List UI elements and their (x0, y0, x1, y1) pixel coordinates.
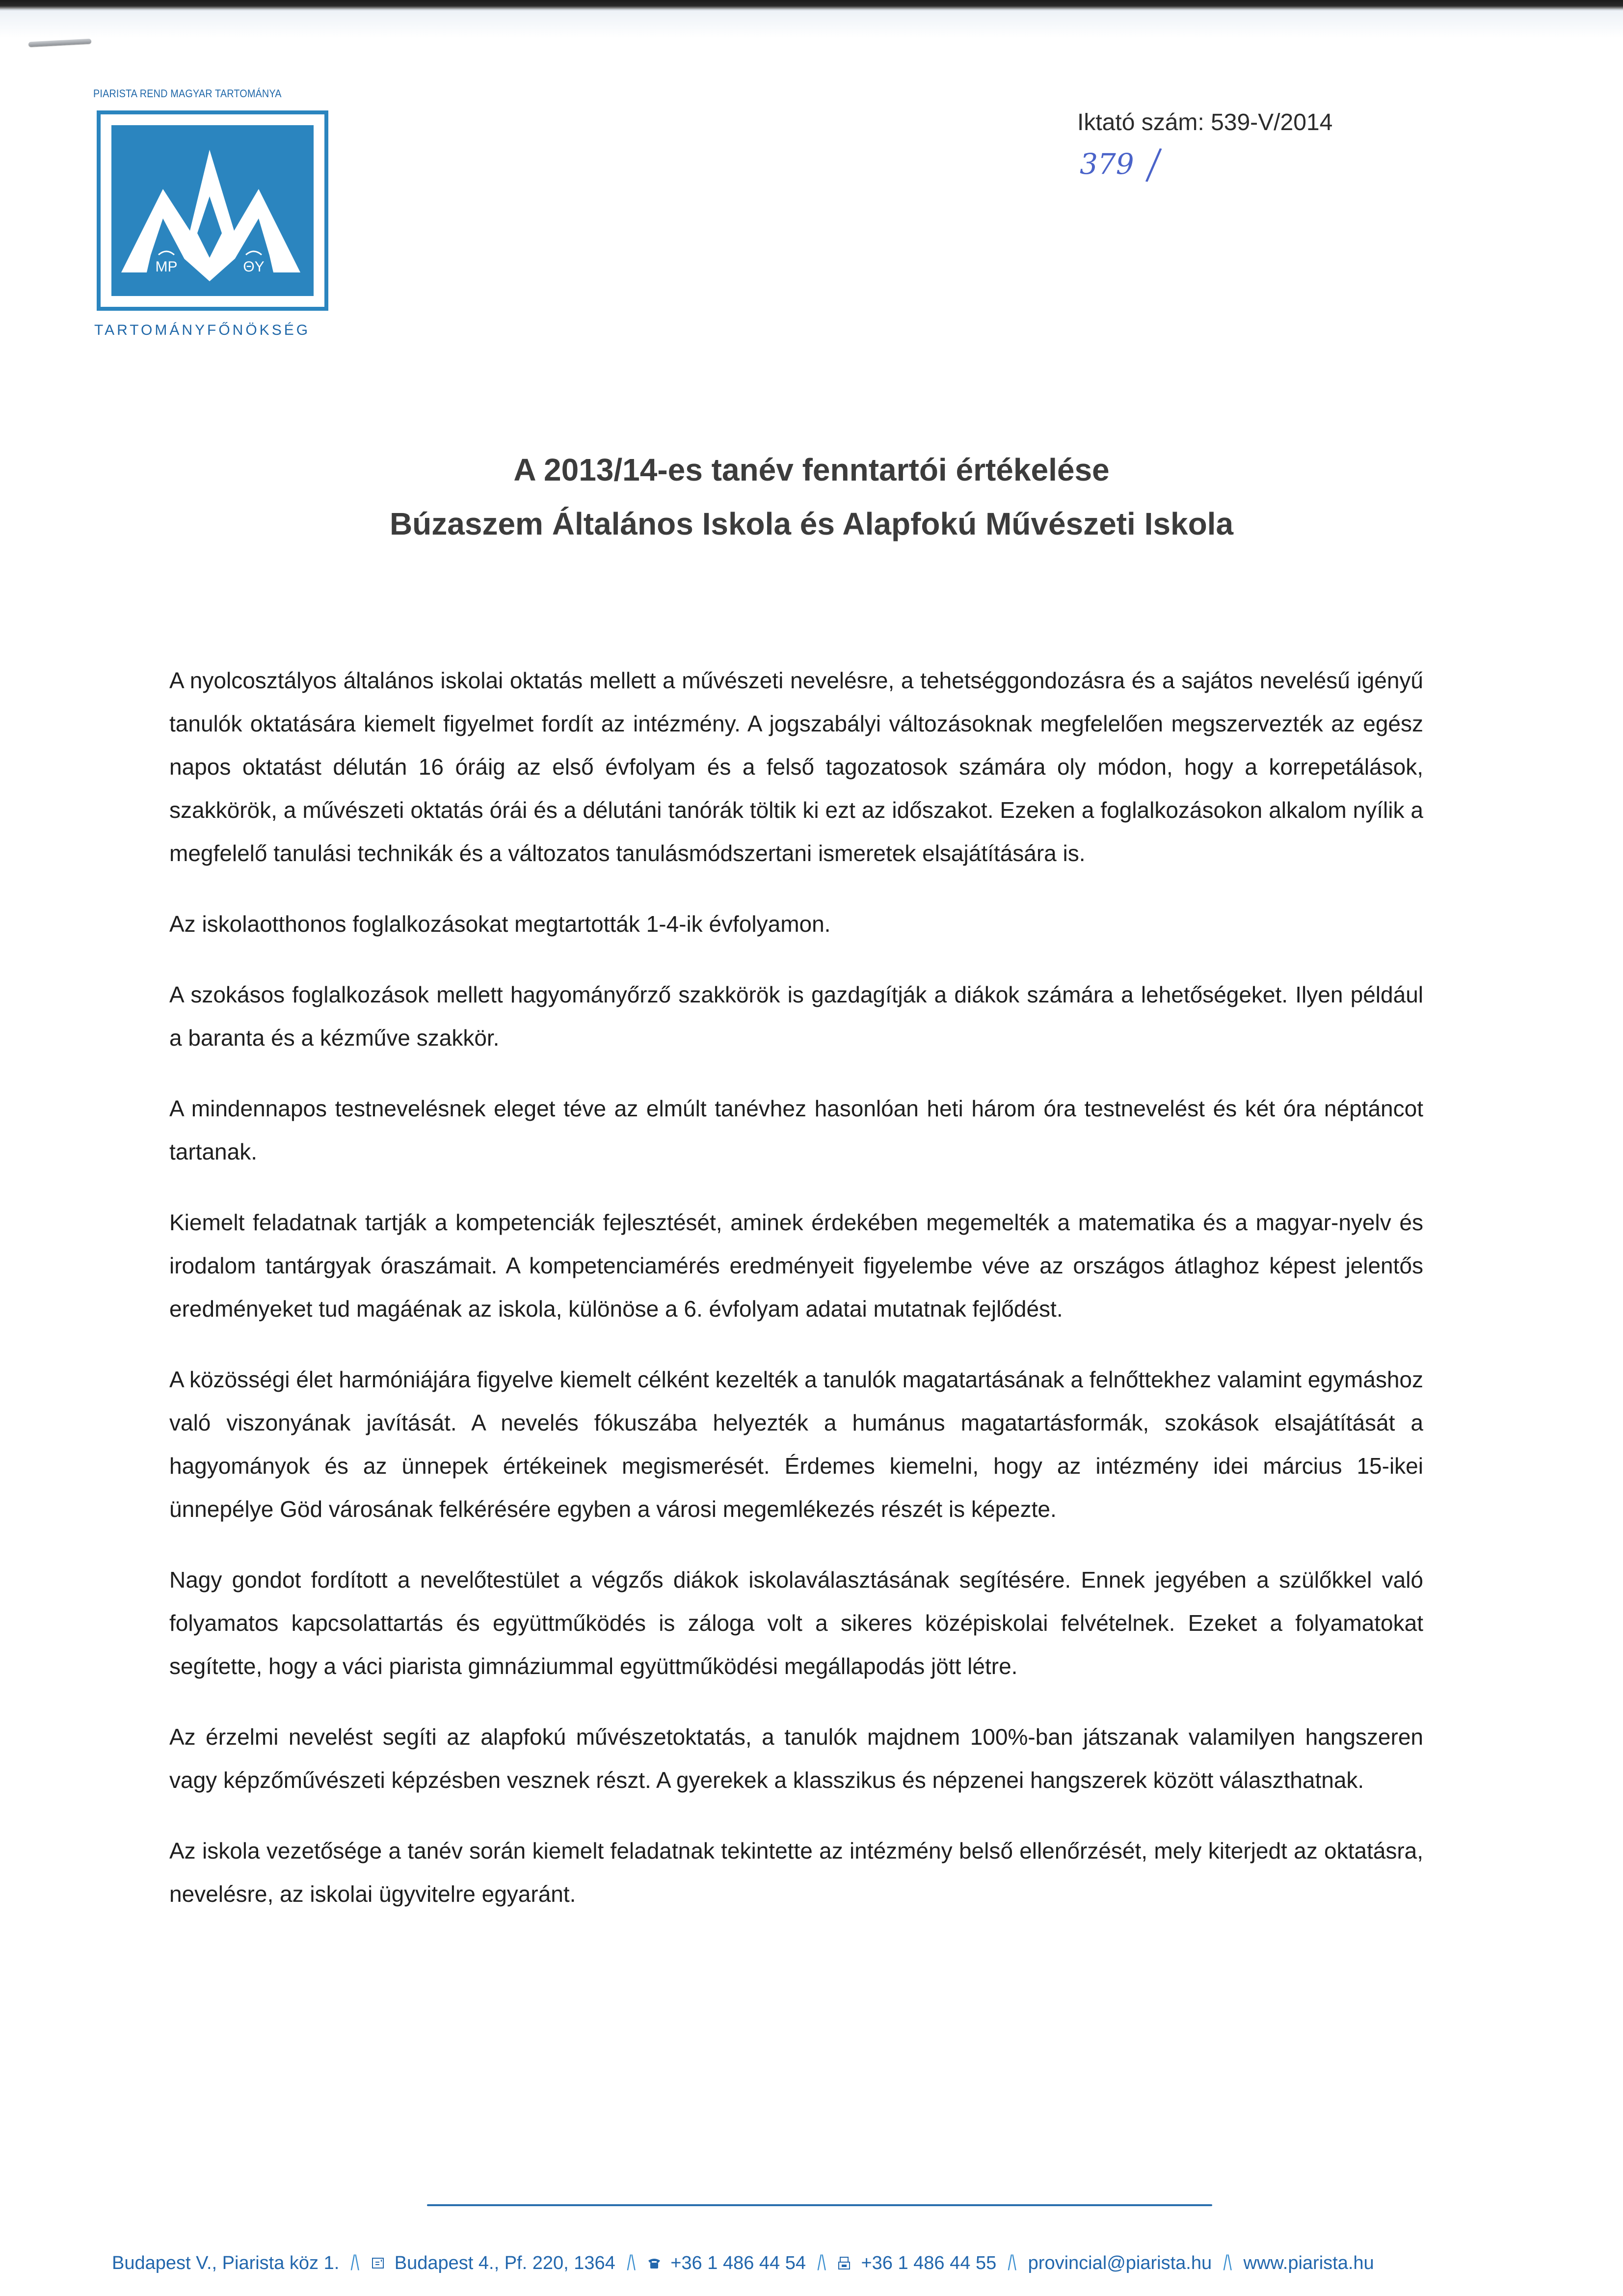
scan-shadow (0, 9, 1623, 38)
mountain-m-icon (111, 125, 314, 296)
document-title: A 2013/14-es tanév fenntartói értékelése (513, 452, 1110, 487)
paragraph: Az iskola vezetősége a tanév során kiemelt feladatnak tekintette az intézmény belső ellenőrzését, mely kiterjedt az oktatásra, nevelésre, az iskolai ügyvitelre egyaránt. (169, 1838, 1423, 1907)
separator-icon: /\ (627, 2251, 636, 2275)
handwritten-annotation (1080, 138, 1160, 190)
footer-phone: +36 1 486 44 54 (670, 2252, 806, 2273)
paragraph: A mindennapos testnevelésnek eleget téve az elmúlt tanévhez hasonlóan heti három óra testnevelést és két óra néptáncot tartanak. (169, 1096, 1423, 1164)
paragraph: A közösségi élet harmóniájára figyelve kiemelt célként kezelték a tanulók magatartásának a felnőttekhez valamint egymáshoz való viszonyának javítását. A nevelés fókuszába helyezték a humánus magatartásformák, szokások elsajátítását a hagyományok és az ünnepek értékeinek megismerését. Érdemes kiemelni, hogy az intézmény idei március 15-ikei ünnepélye Göd városának felkérésére egyben a városi megemlékezés részét is képezte. (169, 1367, 1423, 1522)
logo-emblem (111, 125, 314, 296)
piarist-logo (97, 110, 328, 311)
paragraph: A szokásos foglalkozások mellett hagyományőrző szakkörök is gazdagítják a diákok számára a lehetőségeket. Ilyen például a baranta és a kézműve szakkör. (169, 982, 1423, 1051)
paragraph: Kiemelt feladatnak tartják a kompetenciák fejlesztését, aminek érdekében megemelték a matematika és a magyar-nyelv és irodalom tantárgyak óraszámait. A kompetenciamérés eredményeit figyelembe véve az országos átlaghoz képest jelentős eredményeket tud magáénak az iskola, különöse a 6. évfolyam adatai mutatnak fejlődést. (169, 1210, 1423, 1322)
handwritten-number: 379 (1080, 147, 1134, 181)
footer-divider (427, 2204, 1212, 2206)
footer-email-link[interactable]: provincial@piarista.hu (1028, 2252, 1212, 2273)
organization-name: PIARISTA REND MAGYAR TARTOMÁNYA (93, 87, 282, 100)
mailbox-icon (371, 2256, 386, 2270)
document-subtitle: Búzaszem Általános Iskola és Alapfokú Művészeti Iskola (389, 506, 1234, 541)
staple-mark (28, 39, 91, 47)
separator-icon: /\ (817, 2251, 826, 2275)
department-name: TARTOMÁNYFŐNÖKSÉG (94, 322, 311, 338)
paragraph: A nyolcosztályos általános iskolai oktatás mellett a művészeti nevelésre, a tehetséggondozásra és a sajátos nevelésű igényű tanulók oktatására kiemelt figyelmet fordít az intézmény. A jogszabályi változásoknak megfelelően megszervezték az egész napos oktatást délután 16 óráig az első évfolyam és a felső tagozatosok számára oly módon, hogy a korrepetálások, szakkörök, a művészeti oktatás órái és a délutáni tanórák töltik ki ezt az időszakot. Ezeken a foglalkozásokon alkalom nyílik a megfelelő tanulási technikák és a változatos tanulásmódszertani ismeretek elsajátítására is. (169, 668, 1423, 866)
separator-icon: /\ (1223, 2251, 1232, 2275)
footer-address: Budapest V., Piarista köz 1. (112, 2252, 340, 2273)
footer-website-link[interactable]: www.piarista.hu (1243, 2252, 1374, 2273)
footer-contact (112, 2251, 1374, 2275)
logo-mp-mark: MP (155, 259, 178, 275)
paragraph: Az érzelmi nevelést segíti az alapfokú művészetoktatás, a tanulók majdnem 100%-ban játszanak valamilyen hangszeren vagy képzőművészeti képzésben vesznek részt. A gyerekek a klasszikus és népzenei hangszerek között választhatnak. (169, 1724, 1423, 1793)
paragraph: Az iskolaotthonos foglalkozásokat megtartották 1-4-ik évfolyamon. (169, 911, 831, 937)
logo-oy-mark: ΘY (243, 259, 265, 275)
separator-icon: /\ (1008, 2251, 1017, 2275)
registration-number: Iktató szám: 539-V/2014 (1077, 109, 1333, 135)
paragraph: Nagy gondot fordított a nevelőtestület a végzős diákok iskolaválasztásának segítésére. Ennek jegyében a szülőkkel való folyamatos kapcsolattartás és együttműködés is záloga volt a sikeres középiskolai felvételnek. Ezeket a folyamatokat segítette, hogy a váci piarista gimnáziummal együttműködési megállapodás jött létre. (169, 1567, 1423, 1679)
phone-icon (647, 2256, 662, 2270)
footer-postal: Budapest 4., Pf. 220, 1364 (394, 2252, 615, 2273)
fax-icon (837, 2256, 852, 2270)
separator-icon: /\ (350, 2251, 360, 2275)
handwritten-slash: / (1147, 138, 1160, 190)
document-body (169, 659, 1423, 1943)
footer-fax: +36 1 486 44 55 (861, 2252, 997, 2273)
